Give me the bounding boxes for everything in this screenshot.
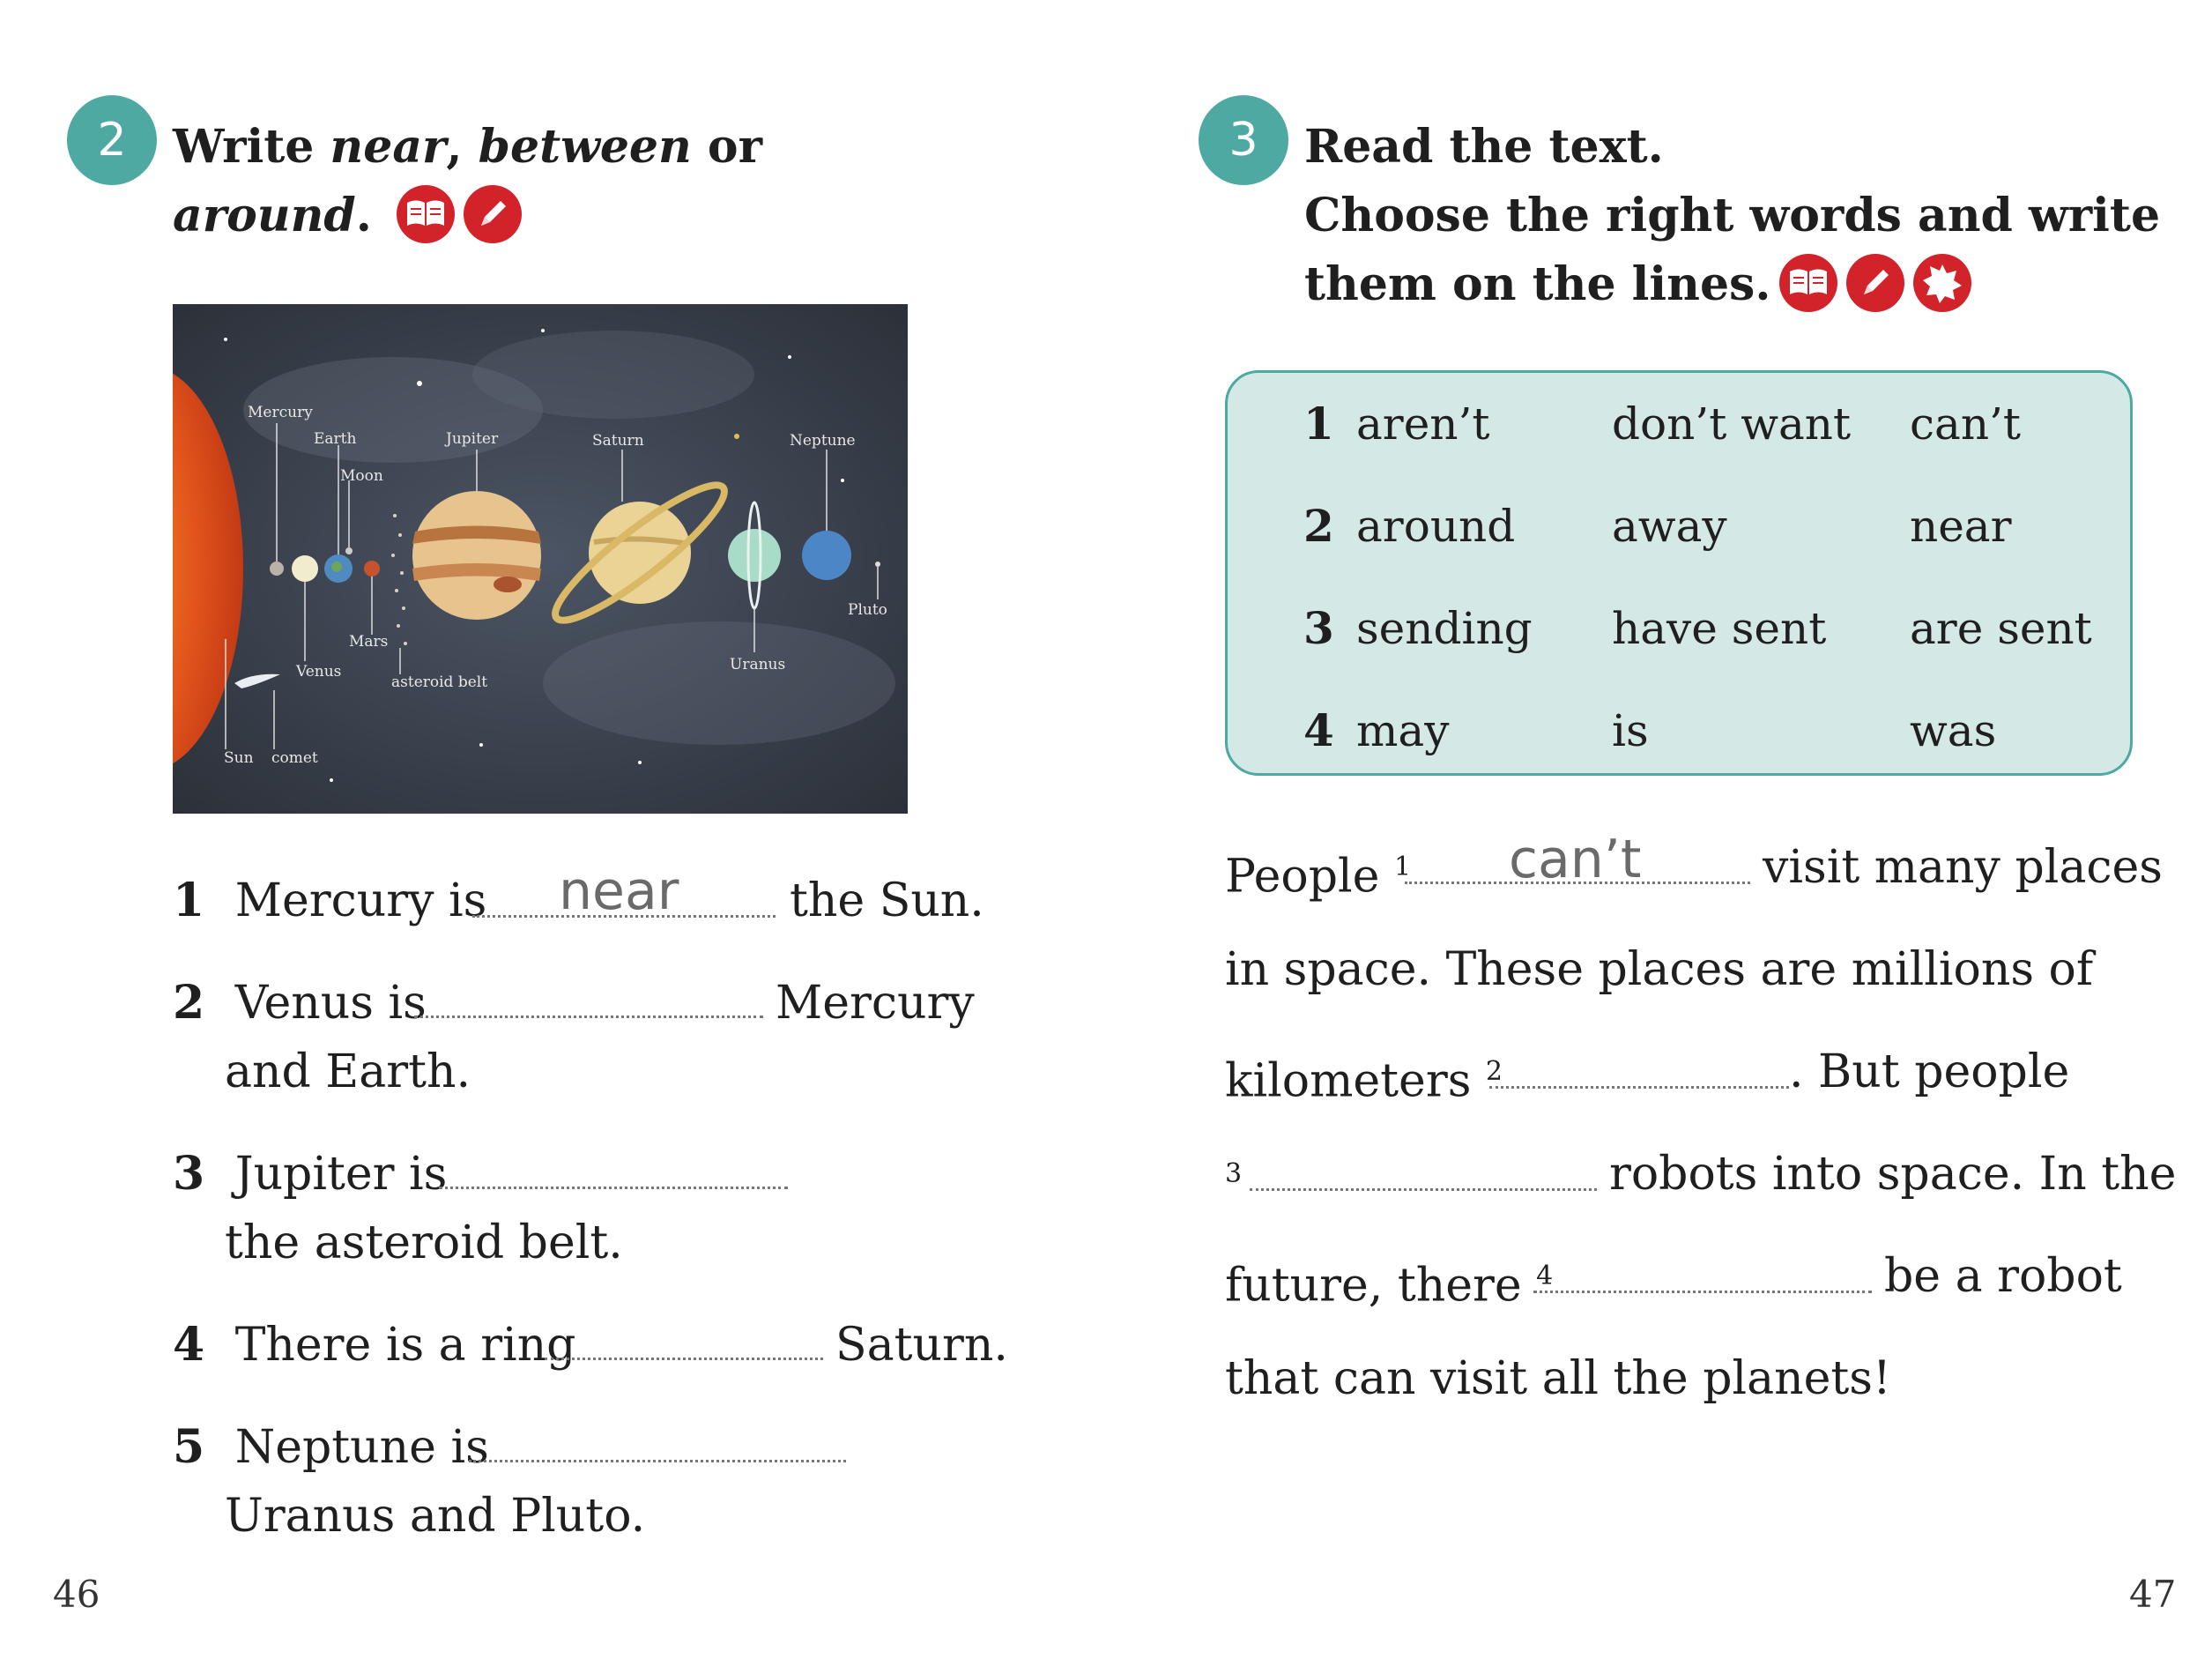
item-5-cont: Uranus and Pluto. (225, 1490, 646, 1543)
option-2a[interactable]: around (1356, 501, 1516, 552)
moon-mark (345, 547, 353, 554)
item-number: 5 (173, 1420, 205, 1474)
book-icon (397, 185, 455, 243)
item-number: 4 (173, 1318, 205, 1372)
answer-line-3[interactable] (439, 1187, 788, 1189)
diagram-label-mars: Mars (349, 633, 389, 651)
gap-number: 4 (1536, 1261, 1554, 1291)
item-4-end: Saturn. (835, 1319, 1008, 1372)
diagram-label-pluto: Pluto (848, 601, 887, 619)
answer-line-4[interactable] (545, 1358, 823, 1360)
item-2 (173, 975, 427, 1031)
text-line-1-end: visit many places (1763, 841, 2163, 894)
answer-line-2[interactable] (414, 1015, 763, 1018)
item-text: Neptune is (234, 1421, 489, 1474)
gap-number: 3 (1225, 1158, 1243, 1189)
option-1c[interactable]: can’t (1910, 398, 2022, 450)
page-number-left: 46 (53, 1573, 100, 1616)
gap-line-3[interactable] (1250, 1188, 1597, 1191)
instruction-text: or (691, 120, 763, 174)
exercise-3-instruction (1304, 113, 2160, 319)
pluto-mark (875, 562, 880, 567)
instruction-word-between: between (478, 120, 692, 174)
instruction-word-around: around (173, 189, 356, 242)
item-text: There is a ring (234, 1319, 576, 1372)
diagram-label-comet: comet (271, 749, 318, 767)
exercise-2-badge: 2 (67, 95, 157, 185)
item-1 (173, 873, 486, 929)
option-4c[interactable]: was (1910, 705, 1997, 756)
option-1a[interactable]: aren’t (1356, 398, 1490, 450)
exercise-3-badge: 3 (1199, 95, 1288, 185)
exercise-2-instruction (173, 113, 762, 250)
instruction-text: . (355, 189, 372, 242)
neptune-mark (802, 531, 851, 580)
item-3 (173, 1146, 447, 1202)
item-2-cont: and Earth. (225, 1045, 471, 1098)
option-3b[interactable]: have sent (1612, 603, 1827, 654)
item-2-end: Mercury (776, 977, 975, 1030)
item-text: Mercury is (234, 874, 487, 927)
diagram-label-saturn: Saturn (592, 432, 644, 450)
text-line-5 (1225, 1248, 1553, 1313)
mars-mark (364, 561, 380, 577)
gap-number: 1 (1393, 852, 1412, 882)
text-line-3 (1225, 1044, 1503, 1109)
text-line-6: that can visit all the planets! (1225, 1352, 1891, 1405)
option-number-1: 1 (1303, 398, 1334, 450)
gap-answer-1: can’t (1509, 829, 1642, 890)
diagram-label-venus: Venus (296, 663, 342, 681)
solar-system-diagram (173, 304, 908, 814)
item-1-end: the Sun. (790, 874, 984, 927)
instruction-text: , (446, 120, 479, 174)
page-number-right: 47 (2129, 1573, 2177, 1616)
item-text: Jupiter is (234, 1148, 448, 1201)
solar-system-svg (173, 304, 908, 814)
instruction-line-2: Choose the right words and write (1304, 189, 2161, 242)
pencil-icon (1846, 254, 1904, 312)
option-4b[interactable]: is (1612, 705, 1649, 756)
pencil-icon (464, 185, 522, 243)
item-number: 2 (173, 976, 205, 1030)
option-3a[interactable]: sending (1356, 603, 1533, 654)
item-text: Venus is (234, 977, 427, 1030)
instruction-word-near: near (330, 120, 447, 174)
option-2b[interactable]: away (1612, 501, 1727, 552)
item-number: 3 (173, 1147, 205, 1201)
diagram-label-moon: Moon (340, 467, 383, 485)
answer-1: near (559, 860, 679, 922)
gap-number: 2 (1485, 1056, 1503, 1087)
item-5 (173, 1419, 489, 1476)
diagram-label-jupiter: Jupiter (446, 430, 499, 448)
instruction-line-1: Read the text. (1304, 120, 1664, 174)
badge-icon (1913, 254, 1971, 312)
text-line-4-end: robots into space. In the (1609, 1148, 2177, 1201)
option-2c[interactable]: near (1910, 501, 2012, 552)
instruction-text: Write (173, 120, 330, 174)
jupiter-mark (412, 491, 541, 620)
diagram-label-neptune: Neptune (790, 432, 856, 450)
mercury-mark (270, 562, 284, 576)
text-line-5-end: be a robot (1884, 1250, 2122, 1303)
gap-line-4[interactable] (1533, 1291, 1872, 1293)
gap-line-2[interactable] (1489, 1086, 1789, 1089)
option-number-2: 2 (1303, 500, 1334, 552)
text-segment: People (1225, 850, 1380, 904)
diagram-label-uranus: Uranus (730, 656, 786, 673)
text-line-1 (1225, 839, 1411, 904)
option-1b[interactable]: don’t want (1612, 398, 1852, 450)
diagram-label-mercury: Mercury (248, 404, 313, 421)
option-number-3: 3 (1303, 602, 1334, 654)
diagram-label-asteroid-belt: asteroid belt (391, 673, 488, 691)
book-icon (1779, 254, 1837, 312)
venus-mark (292, 555, 318, 582)
item-3-cont: the asteroid belt. (225, 1216, 623, 1269)
instruction-line-3: them on the lines. (1304, 257, 1771, 311)
text-line-2: in space. These places are millions of (1225, 943, 2094, 996)
word-options-box (1225, 370, 2133, 776)
uranus-mark (728, 529, 781, 582)
text-line-4 (1225, 1146, 1242, 1211)
option-4a[interactable]: may (1356, 705, 1450, 756)
text-line-3-end: . But people (1789, 1045, 2070, 1098)
item-4 (173, 1317, 575, 1373)
option-3c[interactable]: are sent (1910, 603, 2092, 654)
option-number-4: 4 (1303, 704, 1334, 756)
item-number: 1 (173, 874, 205, 927)
diagram-label-earth: Earth (314, 430, 357, 448)
answer-line-5[interactable] (469, 1460, 846, 1462)
text-segment: kilometers (1225, 1054, 1472, 1108)
diagram-label-sun: Sun (224, 749, 254, 767)
text-segment: future, there (1225, 1259, 1522, 1313)
